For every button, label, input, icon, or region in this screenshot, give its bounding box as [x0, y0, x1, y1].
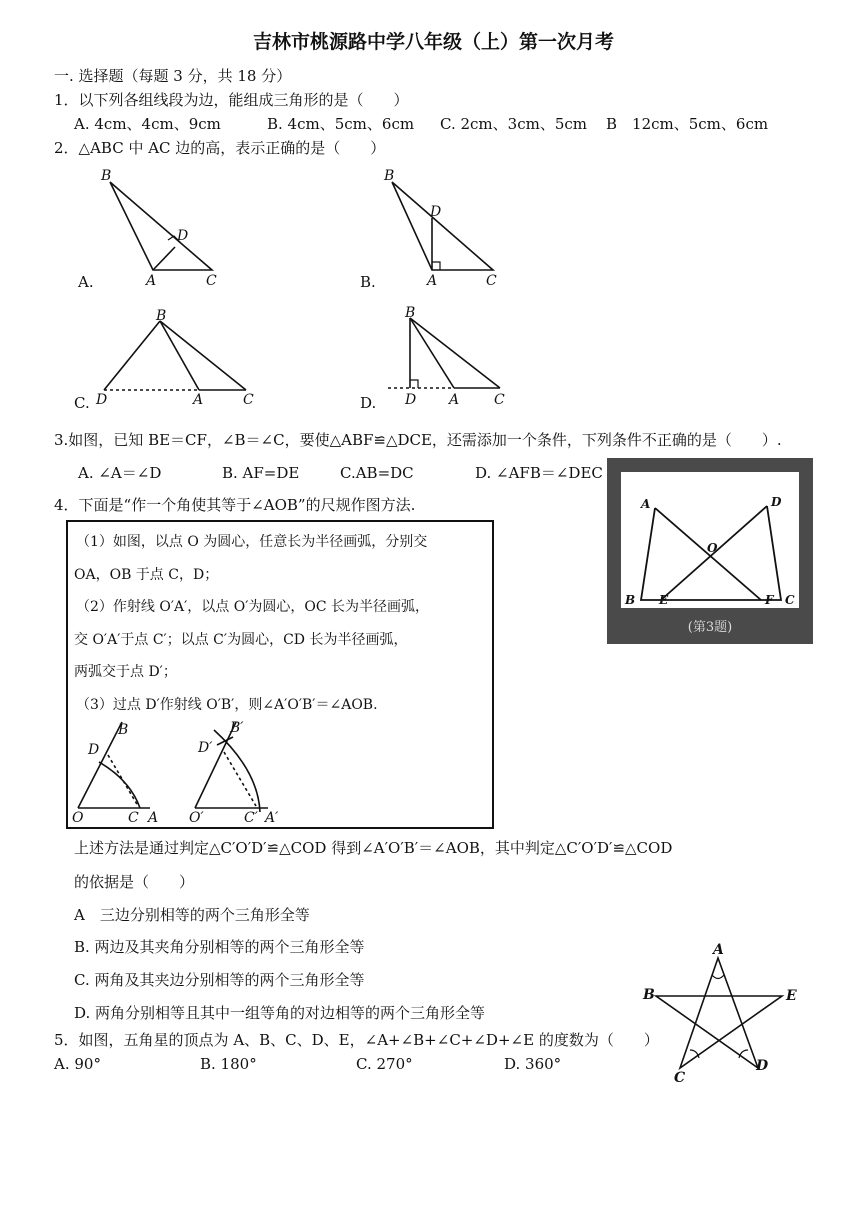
q3-point-b: B — [625, 593, 636, 607]
q2-figure-a — [110, 182, 212, 270]
q2-option-a-label: A. — [78, 273, 94, 291]
q5-point-e: E — [786, 988, 797, 1004]
q5-star-figure — [656, 958, 782, 1068]
q2-d-point-a: A — [449, 392, 460, 408]
q2-stem: 2．△ABC 中 AC 边的高，表示正确的是（ ） — [54, 139, 386, 157]
q3-figure-photo — [607, 458, 813, 644]
q2-b-point-b: B — [384, 168, 395, 184]
q2-b-point-c: C — [486, 273, 497, 289]
q2-a-point-d: D — [177, 228, 189, 244]
q4-right-point-d: D′ — [198, 740, 213, 756]
q2-d-point-b: B — [405, 305, 416, 321]
section-heading: 一. 选择题（每题 3 分，共 18 分） — [54, 67, 292, 85]
q4-step2-line2: 交 O′A′于点 C′；以点 C′为圆心，CD 长为半径画弧， — [74, 632, 408, 648]
q4-right-point-b: B′ — [230, 720, 244, 736]
q3-point-c: C — [785, 593, 795, 607]
q2-c-point-b: B — [156, 308, 167, 324]
q2-figure-c — [104, 321, 246, 390]
q2-d-point-d: D — [405, 392, 417, 408]
q2-a-point-b: B — [101, 168, 112, 184]
q4-left-point-a: A — [148, 810, 159, 826]
q2-c-point-d: D — [96, 392, 108, 408]
q4-option-b: B. 两边及其夹角分别相等的两个三角形全等 — [74, 938, 365, 956]
q4-option-c: C. 两角及其夹边分别相等的两个三角形全等 — [74, 971, 365, 989]
q5-point-c: C — [674, 1070, 686, 1086]
q3-option-c: C.AB=DC — [340, 464, 414, 482]
q2-c-point-c: C — [243, 392, 254, 408]
q2-option-b-label: B. — [360, 273, 376, 291]
q3-stem: 3.如图，已知 BE＝CF，∠B＝∠C，要使△ABF≌△DCE，还需添加一个条件，下列条件不正确的是（ ）. — [54, 431, 782, 449]
q4-followup-line2: 的依据是（ ） — [74, 873, 195, 891]
q1-stem: 1．以下列各组线段为边，能组成三角形的是（ ） — [54, 91, 409, 109]
q4-right-point-a: A′ — [265, 810, 279, 826]
q2-a-point-a: A — [146, 273, 157, 289]
q4-left-point-b: B — [118, 722, 129, 738]
q1-option-a: A. 4cm、4cm、9cm — [74, 115, 221, 133]
q2-d-point-c: C — [494, 392, 505, 408]
q3-point-f: F — [765, 593, 774, 607]
q4-left-point-c: C — [128, 810, 139, 826]
page-title: 吉林市桃源路中学八年级（上）第一次月考 — [252, 31, 614, 53]
q3-figure-caption: (第3题) — [687, 620, 733, 635]
q4-step1-line1: （1）如图，以点 O 为圆心，任意长为半径画弧，分别交 — [76, 534, 428, 550]
q4-left-point-d: D — [88, 742, 100, 758]
q2-figure-d — [388, 318, 500, 388]
q2-a-point-c: C — [206, 273, 217, 289]
q1-option-d: B 12cm、5cm、6cm — [606, 115, 769, 133]
q3-option-a: A. ∠A＝∠D — [78, 464, 162, 482]
q5-option-b: B. 180° — [200, 1055, 257, 1073]
q5-option-c: C. 270° — [356, 1055, 413, 1073]
q3-point-a: A — [641, 497, 651, 511]
q5-option-d: D. 360° — [504, 1055, 562, 1073]
q4-right-point-c: C′ — [244, 810, 258, 826]
q2-option-d-label: D. — [360, 394, 377, 412]
q5-stem: 5．如图，五角星的顶点为 A、B、C、D、E，∠A+∠B+∠C+∠D+∠E 的度数为（ ） — [54, 1031, 659, 1049]
q5-point-b: B — [643, 987, 655, 1003]
q4-step2-line1: （2）作射线 O′A′，以点 O′为圆心，OC 长为半径画弧， — [76, 599, 430, 615]
q3-option-d: D. ∠AFB＝∠DEC — [475, 464, 603, 482]
q1-option-c: C. 2cm、3cm、5cm — [440, 115, 587, 133]
q2-figure-b — [392, 182, 493, 270]
q2-c-point-a: A — [193, 392, 204, 408]
q4-step2-line3: 两弧交于点 D′； — [74, 664, 177, 680]
q2-b-point-d: D — [430, 204, 442, 220]
q2-b-point-a: A — [427, 273, 438, 289]
q4-step3: （3）过点 D′作射线 O′B′，则∠A′O′B′＝∠AOB. — [76, 697, 378, 713]
q5-option-a: A. 90° — [54, 1055, 101, 1073]
q4-option-d: D. 两角分别相等且其中一组等角的对边相等的两个三角形全等 — [74, 1004, 486, 1022]
q1-option-b: B. 4cm、5cm、6cm — [267, 115, 415, 133]
q4-stem: 4．下面是“作一个角使其等于∠AOB”的尺规作图方法. — [54, 496, 416, 514]
q4-left-point-o: O — [72, 810, 84, 826]
q4-right-point-o: O′ — [189, 810, 204, 826]
q3-point-o: O — [707, 541, 718, 555]
q4-option-a: A 三边分别相等的两个三角形全等 — [74, 906, 310, 924]
q3-option-b: B. AF=DE — [222, 464, 300, 482]
q5-point-a: A — [713, 942, 724, 958]
q5-point-d: D — [756, 1058, 769, 1074]
q3-point-e: E — [659, 593, 669, 607]
q2-option-c-label: C. — [74, 394, 90, 412]
q4-step1-line2: OA，OB 于点 C，D； — [74, 567, 219, 583]
q4-followup-line1: 上述方法是通过判定△C′O′D′≌△COD 得到∠A′O′B′＝∠AOB，其中判定△C′O′D′≌△COD — [74, 839, 673, 857]
q3-point-d: D — [771, 495, 782, 509]
